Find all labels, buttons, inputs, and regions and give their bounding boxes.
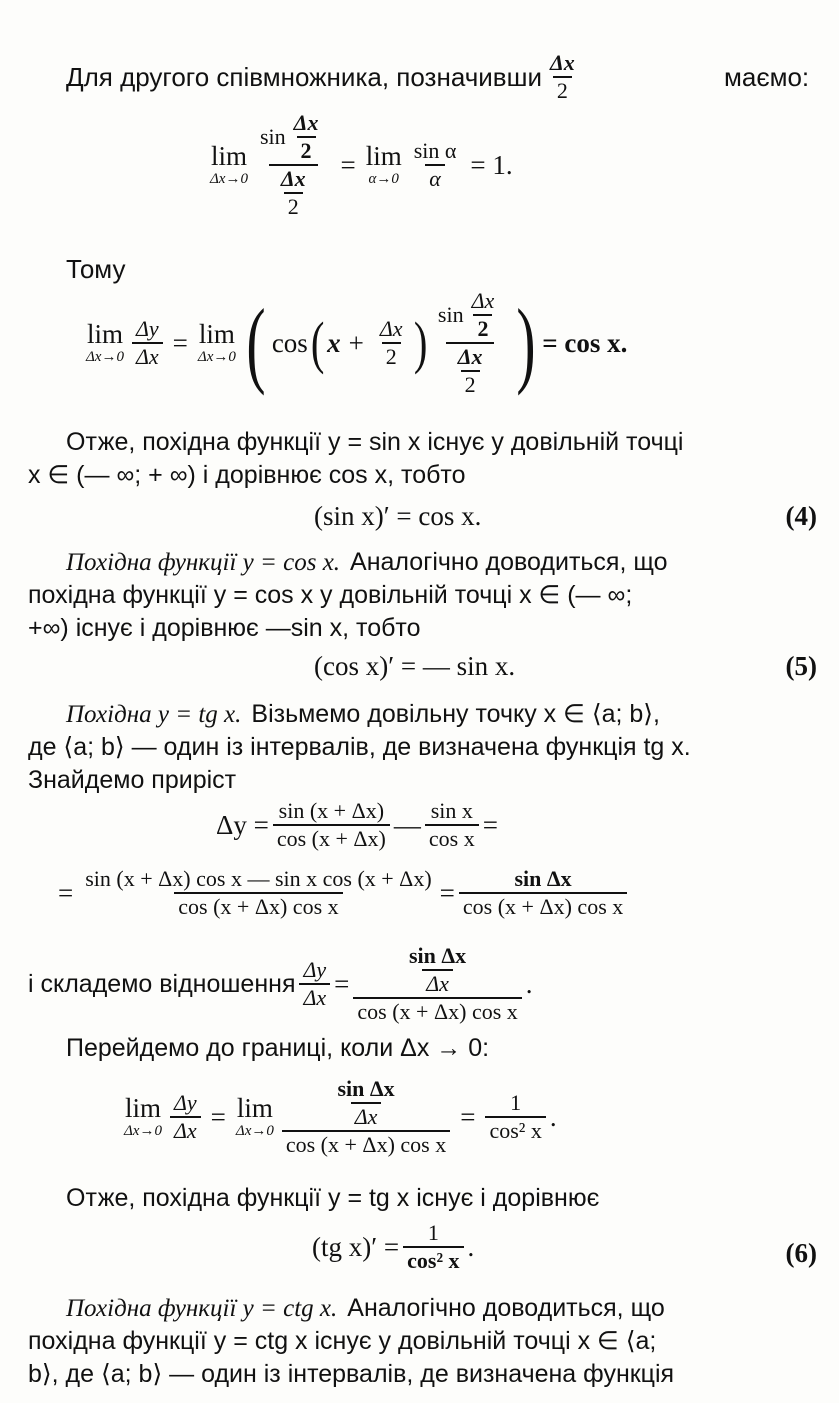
sin-alpha-numerator: sin α xyxy=(413,138,457,163)
sin-dx-over-dx-2 xyxy=(333,1078,398,1128)
combined-numerator: sin (x + Δx) cos x — sin x cos (x + Δx) xyxy=(85,866,432,891)
fraction-numerator: Δx xyxy=(549,50,575,75)
limit-word: lim xyxy=(210,141,247,171)
intro-lead: Для другого співмножника, позначивши xyxy=(66,62,542,92)
half-dx-fraction-3 xyxy=(376,318,407,368)
limit-operator-3 xyxy=(86,321,124,365)
cos-shifted: cos (x + Δx) xyxy=(273,824,390,850)
tomu-word: Тому xyxy=(66,254,126,284)
one-over-cos2-2 xyxy=(403,1222,463,1272)
limit-operator-alpha xyxy=(366,143,402,187)
sin-dx-fraction xyxy=(459,868,627,918)
equals-sign-2: = xyxy=(172,327,188,358)
big-left-paren: ( xyxy=(246,288,266,396)
limit-operator-6 xyxy=(236,1095,274,1139)
dx-denominator: Δx xyxy=(132,342,163,368)
paragraph-2-line-2: x ∈ (— ∞; + ∞) і дорівнює cos x, тобто xyxy=(28,461,466,489)
alpha-denominator: α xyxy=(425,164,445,190)
paragraph-3-rest: Аналогічно доводиться, що xyxy=(350,548,668,576)
dx-denominator-3: Δx xyxy=(170,1116,201,1142)
sin-dx-top-2: sin Δx xyxy=(337,1076,395,1101)
two-denominator-3: 2 xyxy=(382,342,401,368)
limit-word-5: lim xyxy=(124,1093,161,1123)
dy-numerator: Δy xyxy=(135,316,159,341)
dy-numerator-2: Δy xyxy=(303,957,327,982)
equals-cos-x: = cos x. xyxy=(542,327,628,358)
paragraph-3-line-2: похідна функції y = cos x у довільній точці x ∈ (— ∞; xyxy=(28,581,633,609)
half-dx-fraction-4 xyxy=(468,290,499,340)
ratio-line xyxy=(28,945,533,1023)
ratio-lead: і складемо відношення xyxy=(28,969,296,998)
equation-5-number: (5) xyxy=(785,651,817,681)
dx-numerator-2: Δx xyxy=(280,166,306,191)
dx-numerator-3: Δx xyxy=(379,316,403,341)
paragraph-4-rest: Візьмемо довільну точку x ∈ ⟨a; b⟩, xyxy=(251,700,660,728)
equation-5: (cos x)′ = — sin x. xyxy=(314,651,516,681)
equation-4: (sin x)′ = cos x. xyxy=(314,501,482,531)
paragraph-5: Перейдемо до границі, коли Δx → 0: xyxy=(66,1034,490,1062)
sin-word: sin xyxy=(259,124,286,149)
paragraph-7-line-3: b⟩, де ⟨a; b⟩ — один із інтервалів, де визначена функція xyxy=(28,1360,675,1388)
ratio-compound-fraction xyxy=(353,945,521,1023)
period: . xyxy=(525,968,533,999)
dy-numerator-3: Δy xyxy=(173,1090,197,1115)
heading-ctg: Похідна функції y = ctg x. xyxy=(66,1295,338,1322)
ratio-compound-numerator xyxy=(397,945,478,997)
equals-one: = 1. xyxy=(470,149,513,180)
one-numerator: 1 xyxy=(510,1090,522,1115)
dy-dx-fraction-2 xyxy=(299,959,330,1009)
equation-6 xyxy=(312,1222,474,1272)
tg-derivative-lhs: (tg x)′ = xyxy=(312,1231,400,1262)
compound-numerator xyxy=(256,112,330,164)
equals-sign-6: = xyxy=(210,1101,226,1132)
combined-fraction xyxy=(81,868,435,918)
delta-y-lhs: Δy = xyxy=(216,809,269,840)
limit-operator xyxy=(210,143,248,187)
paragraph-4-line-3: Знайдемо приріст xyxy=(28,766,237,794)
paragraph-4-line-1 xyxy=(66,702,660,727)
intro-line xyxy=(66,52,583,102)
limit-subscript-6: Δx→0 xyxy=(235,1123,274,1139)
heading-tg: Похідна y = tg x. xyxy=(66,701,242,728)
paragraph-2-line-1: Отже, похідна функції y = sin x існує у довільній точці xyxy=(66,428,684,456)
compound-fraction xyxy=(256,112,330,218)
limit-word-2: lim xyxy=(365,141,402,171)
equation-increment xyxy=(216,800,498,850)
sin-word-2: sin xyxy=(437,302,464,327)
combined-denominator: cos (x + Δx) cos x xyxy=(174,892,342,918)
ratio-compound-denominator: cos (x + Δx) cos x xyxy=(353,997,521,1023)
cos-word: cos xyxy=(271,327,308,358)
limit-subscript-3: Δx→0 xyxy=(86,349,124,365)
dx-bottom: Δx xyxy=(422,969,453,995)
half-dx-fraction-2 xyxy=(277,168,310,218)
equation-6-number: (6) xyxy=(785,1238,817,1268)
cos2-denominator-2: cos² x xyxy=(403,1246,463,1272)
two-denominator-4: 2 xyxy=(473,314,492,340)
dy-dx-fraction-3 xyxy=(170,1092,201,1142)
x-variable: x xyxy=(327,327,341,358)
dx-numerator: Δx xyxy=(293,110,319,135)
limit-operator-5 xyxy=(124,1095,162,1139)
mid-right-paren: ) xyxy=(413,309,428,375)
equals-sign-4: = xyxy=(439,877,455,908)
limit-compound-fraction xyxy=(282,1078,450,1156)
paragraph-3-line-1 xyxy=(66,550,668,575)
minus-sign: — xyxy=(393,809,421,840)
dx-denominator-2: Δx xyxy=(299,983,330,1009)
sin-dx-numerator: sin Δx xyxy=(514,866,572,891)
compound-denominator-2 xyxy=(446,342,495,396)
equals-sign-7: = xyxy=(460,1101,476,1132)
compound-fraction-2 xyxy=(434,290,506,396)
two-denominator-2: 2 xyxy=(284,192,303,218)
sin-dx-over-dx xyxy=(405,945,470,995)
limit-word-3: lim xyxy=(86,319,123,349)
paragraph-4-line-2: де ⟨a; b⟩ — один із інтервалів, де визначена функція tg x. xyxy=(28,733,691,761)
two-denominator-5: 2 xyxy=(461,370,480,396)
intro-tail: маємо: xyxy=(724,62,810,92)
dx-numerator-5: Δx xyxy=(457,344,483,369)
equals-sign: = xyxy=(340,149,356,180)
one-over-cos2 xyxy=(485,1092,545,1142)
equation-limit-tg xyxy=(120,1078,557,1156)
sin-shifted: sin (x + Δx) xyxy=(278,798,385,823)
leading-equals: = xyxy=(58,877,74,908)
limit-subscript-alpha: α→0 xyxy=(368,171,399,187)
equation-limit-sin-half xyxy=(206,112,513,218)
cos-x: cos x xyxy=(425,824,479,850)
sin-alpha-fraction xyxy=(410,140,461,190)
equation-4-number: (4) xyxy=(785,501,817,531)
paragraph-7-line-1 xyxy=(66,1296,665,1321)
equals-sign-3: = xyxy=(482,809,498,840)
inline-fraction xyxy=(546,52,579,102)
limit-subscript-5: Δx→0 xyxy=(124,1123,162,1139)
two-denominator: 2 xyxy=(297,136,316,162)
dy-dx-fraction xyxy=(132,318,163,368)
paragraph-7-rest: Аналогічно доводиться, що xyxy=(347,1294,665,1322)
paragraph-3-line-3: +∞) існує і дорівнює —sin x, тобто xyxy=(28,614,421,642)
sin-over-cos xyxy=(425,800,479,850)
limit-compound-numerator xyxy=(325,1078,406,1130)
sin-over-cos-shifted xyxy=(273,800,390,850)
limit-operator-4 xyxy=(198,321,236,365)
half-dx-fraction xyxy=(290,112,323,162)
sin-dx-top: sin Δx xyxy=(408,943,467,968)
paragraph-6: Отже, похідна функції y = tg x існує і дорівнює xyxy=(66,1184,600,1212)
cos2-denominator: cos² x xyxy=(485,1116,545,1142)
equation-derivative-sin xyxy=(82,290,627,396)
limit-subscript-4: Δx→0 xyxy=(197,349,236,365)
one-numerator-2: 1 xyxy=(427,1220,439,1245)
limit-word-6: lim xyxy=(236,1093,273,1123)
limit-subscript: Δx→0 xyxy=(210,171,248,187)
plus-sign: + xyxy=(348,327,364,358)
half-dx-fraction-5 xyxy=(454,346,487,396)
heading-cos: Похідна функції y = cos x. xyxy=(66,549,341,576)
compound-numerator-2 xyxy=(434,290,506,342)
equation-combined xyxy=(58,868,631,918)
paragraph-7-line-2: похідна функції y = ctg x існує у довільній точці x ∈ ⟨a; xyxy=(28,1327,657,1355)
period-3: . xyxy=(467,1231,475,1262)
fraction-denominator: 2 xyxy=(553,76,572,102)
big-right-paren: ) xyxy=(516,288,536,396)
period-2: . xyxy=(549,1101,557,1132)
mid-left-paren: ( xyxy=(310,309,325,375)
limit-compound-denominator: cos (x + Δx) cos x xyxy=(282,1130,450,1156)
limit-word-4: lim xyxy=(198,319,235,349)
sin-x: sin x xyxy=(430,798,473,823)
dx-numerator-4: Δx xyxy=(471,288,495,313)
dx-bottom-2: Δx xyxy=(351,1102,382,1128)
equals-sign-5: = xyxy=(334,968,350,999)
sin-dx-denominator: cos (x + Δx) cos x xyxy=(459,892,627,918)
compound-denominator xyxy=(269,164,318,218)
